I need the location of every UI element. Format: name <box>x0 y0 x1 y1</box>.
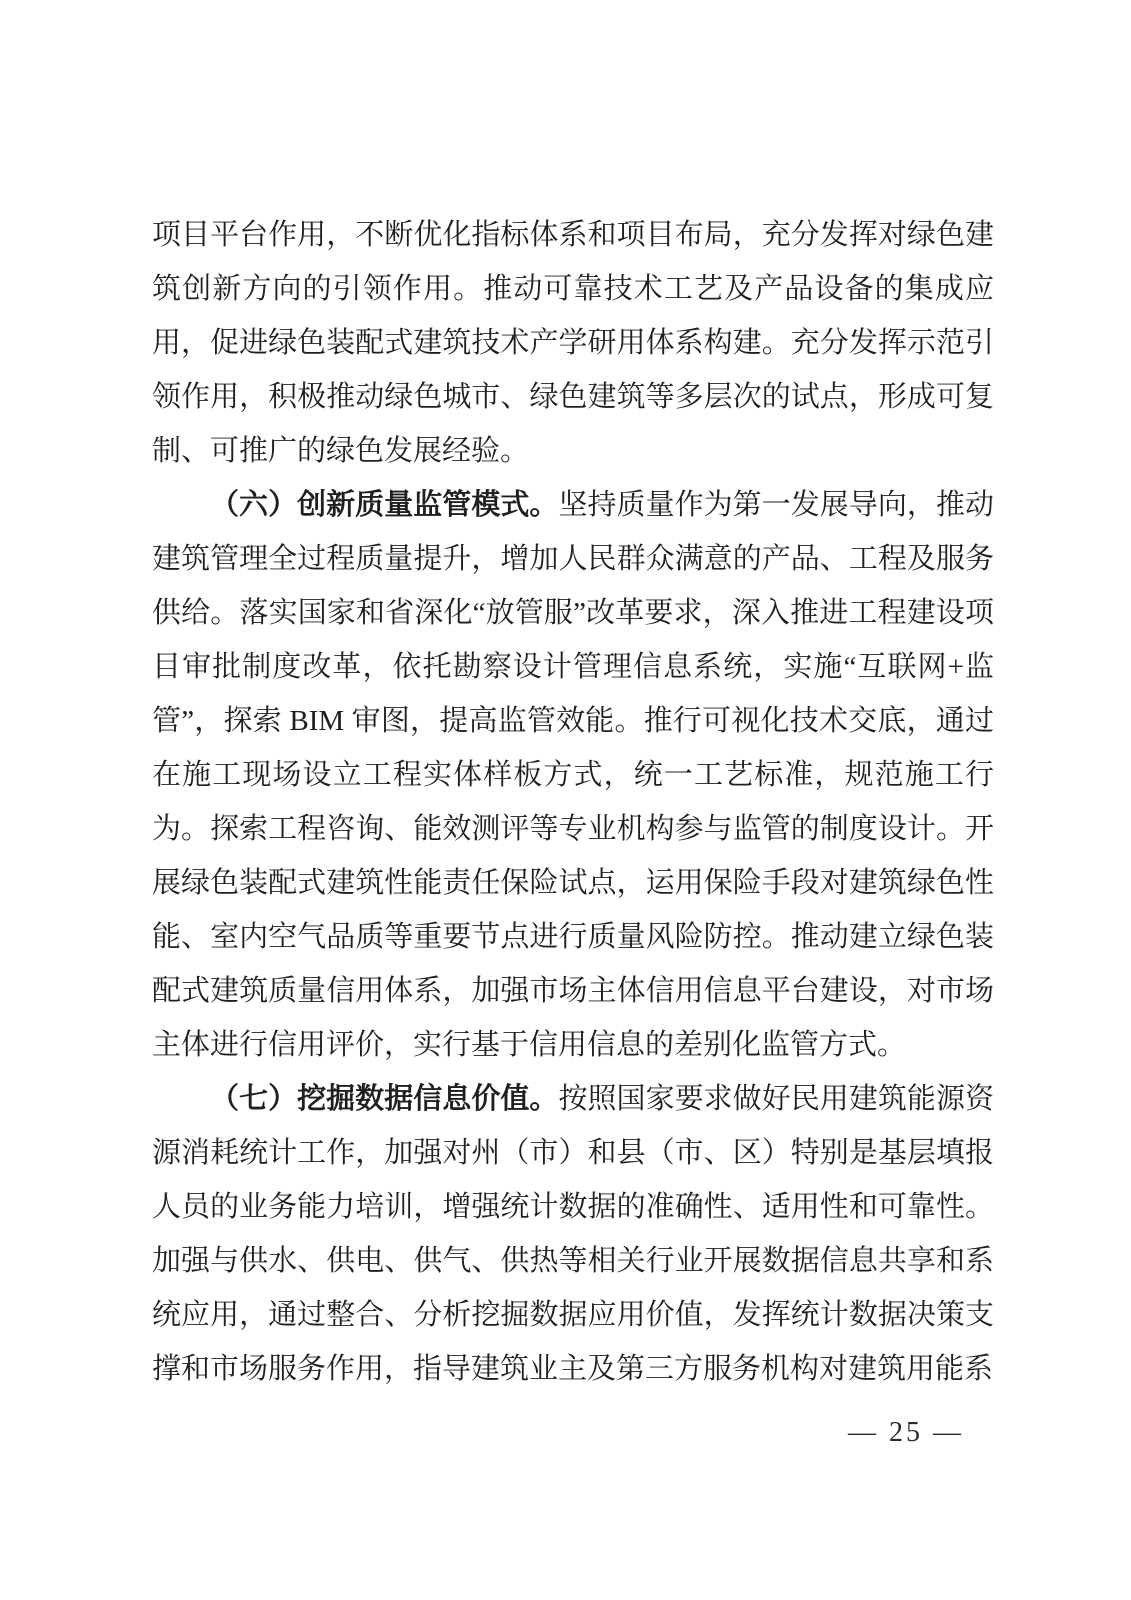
section-6-heading: （六）创新质量监管模式。 <box>210 489 559 521</box>
page-number: — 25 — <box>848 1417 964 1448</box>
paragraph-section-6 <box>152 478 994 1072</box>
paragraph-text: 项目平台作用，不断优化指标体系和项目布局，充分发挥对绿色建筑创新方向的引领作用。推动可靠技术工艺及产品设备的集成应用，促进绿色装配式建筑技术产学研用体系构建。充分发挥示范引领作用，积极推动绿色城市、绿色建筑等多层次的试点，形成可复制、可推广的绿色发展经验。 <box>152 219 994 467</box>
document-body <box>152 208 994 1396</box>
paragraph-section-7 <box>152 1072 994 1396</box>
paragraph-continuation <box>152 208 994 478</box>
paragraph-text: 坚持质量作为第一发展导向，推动建筑管理全过程质量提升，增加人民群众满意的产品、工程及服务供给。落实国家和省深化“放管服”改革要求，深入推进工程建设项目审批制度改革，依托勘察设计管理信息系统，实施“互联网+监管”，探索 BIM 审图，提高监管效能。推行可视化技术交底，通过在施工现场设立工程实体样板方式，统一工艺标准，规范施工行为。探索工程咨询、能效测评等专业机构参与监管的制度设计。开展绿色装配式建筑性能责任保险试点，运用保险手段对建筑绿色性能、室内空气品质等重要节点进行质量风险防控。推动建立绿色装配式建筑质量信用体系，加强市场主体信用信息平台建设，对市场主体进行信用评价，实行基于信用信息的差别化监管方式。 <box>152 489 994 1061</box>
paragraph-text: 按照国家要求做好民用建筑能源资源消耗统计工作，加强对州（市）和县（市、区）特别是基层填报人员的业务能力培训，增强统计数据的准确性、适用性和可靠性。加强与供水、供电、供气、供热等相关行业开展数据信息共享和系统应用，通过整合、分析挖掘数据应用价值，发挥统计数据决策支撑和市场服务作用，指导建筑业主及第三方服务机构对建筑用能系 <box>152 1083 994 1385</box>
section-7-heading: （七）挖掘数据信息价值。 <box>210 1083 559 1115</box>
